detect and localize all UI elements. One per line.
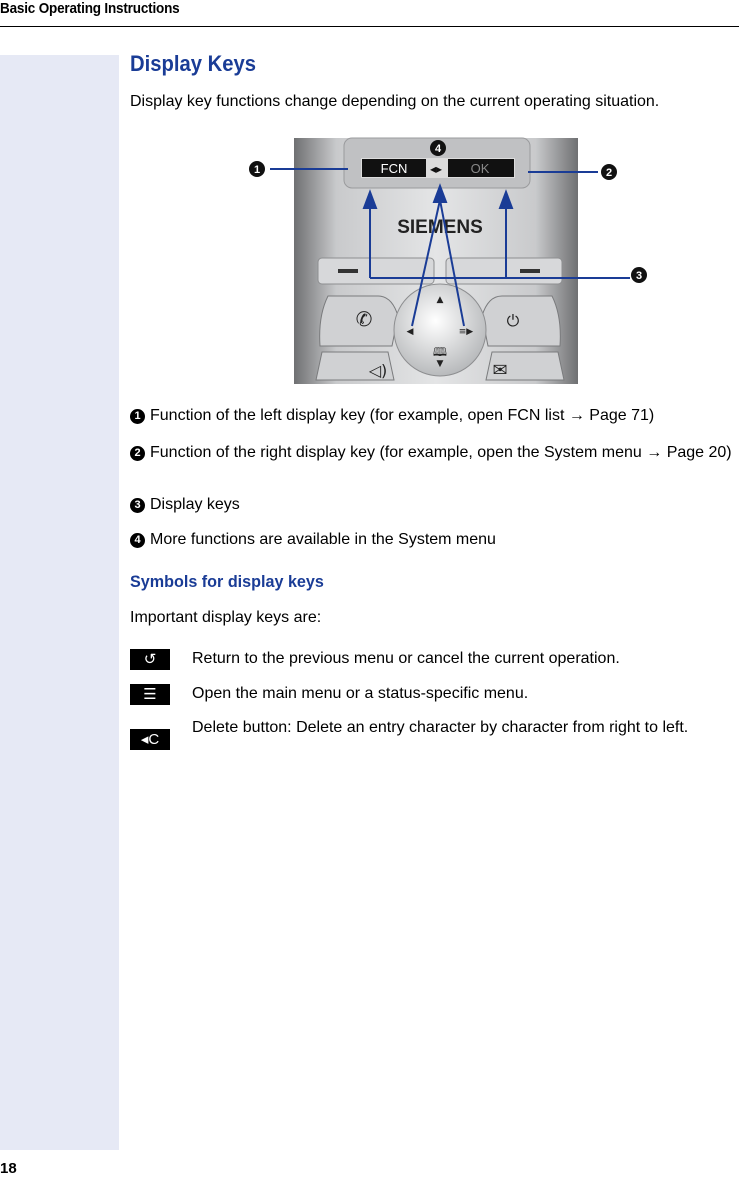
- svg-text:▲: ▲: [436, 295, 444, 305]
- left-display-key: [318, 258, 434, 284]
- screen-left-label: FCN: [380, 161, 408, 176]
- legend-item-1: [130, 406, 739, 426]
- legend-text: Function of the right display key (for example, open the System menu → Page 20): [150, 444, 732, 461]
- symbols-intro: Important display keys are:: [130, 609, 322, 626]
- phone-illustration: [230, 130, 680, 390]
- page-number: 18: [0, 1160, 17, 1177]
- page-header: [0, 0, 739, 27]
- left-margin-band: [0, 55, 119, 1150]
- legend-number: 1: [130, 409, 145, 424]
- svg-text:1: 1: [253, 164, 261, 176]
- svg-text:≡▶: ≡▶: [458, 327, 474, 337]
- legend-item-2: [130, 443, 739, 463]
- symbol-description: Return to the previous menu or cancel the current operation.: [192, 650, 620, 667]
- svg-text:4: 4: [434, 143, 442, 155]
- screen-nav-arrows-icon: ◂▸: [429, 162, 443, 176]
- envelope-icon: ✉: [492, 360, 508, 381]
- legend-text: Display keys: [150, 496, 240, 513]
- symbols-heading: Symbols for display keys: [130, 572, 324, 591]
- legend-number: 4: [130, 533, 145, 548]
- symbol-description: Delete button: Delete an entry character by character from right to left.: [192, 719, 689, 736]
- svg-text:▼: ▼: [436, 359, 444, 369]
- legend-number: 3: [130, 498, 145, 513]
- right-display-key: [446, 258, 562, 284]
- section-intro: Display key functions change depending on the current operating situation.: [130, 93, 660, 110]
- svg-text:◀: ◀: [406, 327, 414, 337]
- speaker-icon: ◁): [368, 361, 388, 380]
- phone-figure: [230, 130, 680, 390]
- section-title: Display Keys: [130, 51, 257, 76]
- symbol-description: Open the main menu or a status-specific menu.: [192, 685, 529, 702]
- back-key-icon: ↺: [130, 649, 170, 670]
- header-title: Basic Operating Instructions: [0, 0, 180, 17]
- delete-key-icon: ◂C: [130, 729, 170, 750]
- svg-text:3: 3: [635, 270, 643, 282]
- legend-item-3: [130, 495, 739, 515]
- power-icon: ⏻: [506, 311, 520, 330]
- legend-item-4: [130, 530, 739, 550]
- menu-key-icon: ☰: [130, 684, 170, 705]
- legend-number: 2: [130, 446, 145, 461]
- phonebook-icon: 🕮: [432, 345, 448, 359]
- handset-icon: ✆: [355, 307, 373, 331]
- legend-text: More functions are available in the System menu: [150, 531, 496, 548]
- svg-text:2: 2: [605, 167, 613, 179]
- screen-right-label: OK: [470, 161, 490, 176]
- legend-text: Function of the left display key (for example, open FCN list → Page 71): [150, 407, 655, 424]
- end-key: [482, 296, 560, 346]
- brand-logo: SIEMENS: [397, 217, 483, 238]
